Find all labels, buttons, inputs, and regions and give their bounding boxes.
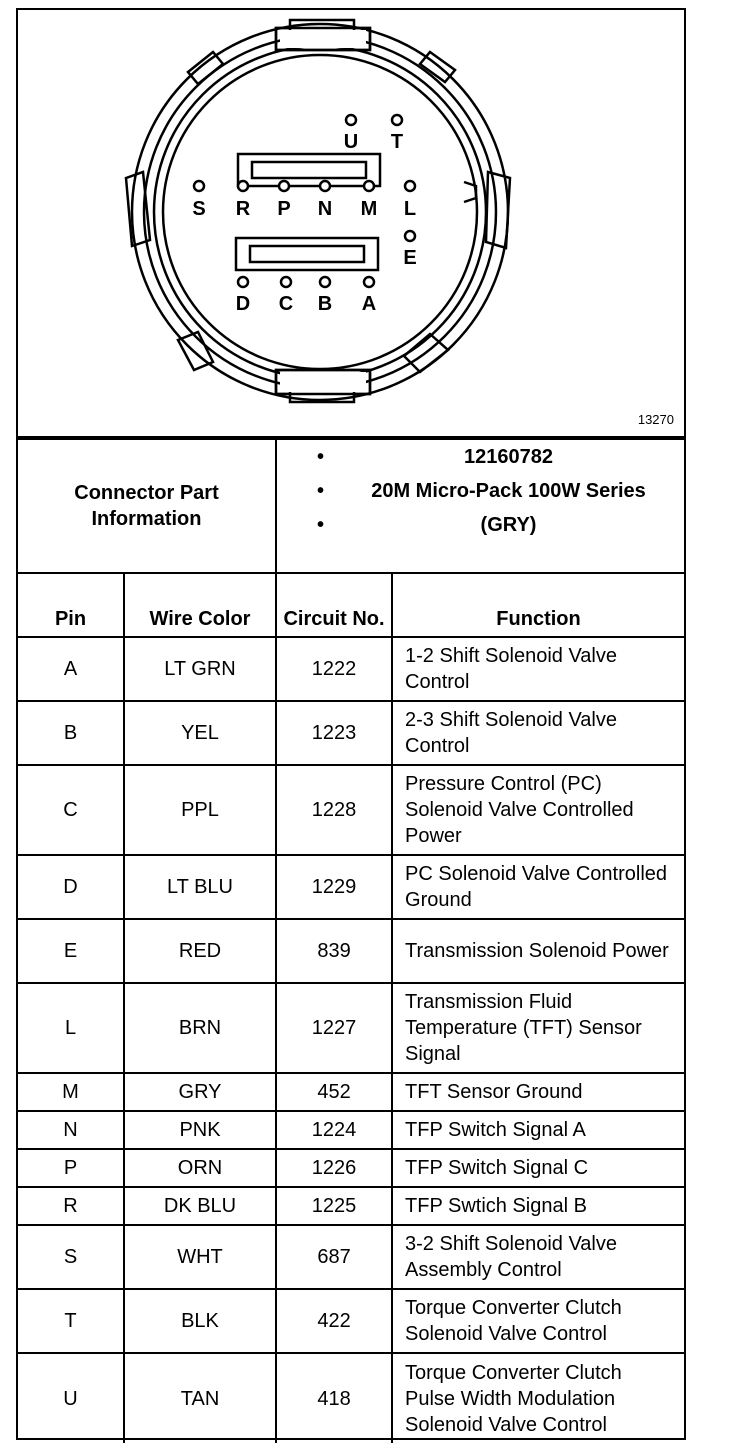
table-row [18, 855, 684, 919]
function-cell: Torque Converter Clutch Pulse Width Modulation Solenoid Valve Control [392, 1353, 684, 1443]
pin-cell: D [18, 855, 124, 919]
wire-color-cell: BRN [124, 983, 276, 1073]
circuit-cell: 1223 [276, 701, 392, 765]
wire-color-cell: ORN [124, 1149, 276, 1187]
header-pin: Pin [18, 573, 124, 637]
pin-label-P: P [277, 198, 291, 220]
table-row [18, 1353, 684, 1443]
connector-series: • 20M Micro-Pack 100W Series [317, 478, 676, 504]
pin-label-L: L [403, 198, 417, 220]
pin-label-N: N [317, 198, 333, 220]
pin-hole-N [320, 181, 330, 191]
header-row [18, 573, 684, 637]
circuit-cell: 1226 [276, 1149, 392, 1187]
wire-color-cell: PNK [124, 1111, 276, 1149]
pin-cell: N [18, 1111, 124, 1149]
pin-cell: S [18, 1225, 124, 1289]
wire-color-cell: YEL [124, 701, 276, 765]
pin-label-C: C [278, 293, 294, 315]
pin-hole-M [364, 181, 374, 191]
connector-color: • (GRY) [317, 512, 676, 538]
pin-hole-P [279, 181, 289, 191]
table-row [18, 983, 684, 1073]
wire-color-cell: GRY [124, 1073, 276, 1111]
pin-label-D: D [235, 293, 251, 315]
circuit-cell: 1222 [276, 637, 392, 701]
wire-color-cell: TAN [124, 1353, 276, 1443]
pin-label-E: E [403, 247, 417, 269]
pin-hole-T [392, 115, 402, 125]
table-row [18, 919, 684, 983]
function-cell: 2-3 Shift Solenoid Valve Control [392, 701, 684, 765]
function-cell: Torque Converter Clutch Solenoid Valve Control [392, 1289, 684, 1353]
pin-hole-E [405, 231, 415, 241]
function-cell: Transmission Solenoid Power [392, 919, 684, 983]
circuit-cell: 839 [276, 919, 392, 983]
pin-cell: M [18, 1073, 124, 1111]
pin-hole-L [405, 181, 415, 191]
circuit-cell: 422 [276, 1289, 392, 1353]
pin-cell: A [18, 637, 124, 701]
wire-color-cell: PPL [124, 765, 276, 855]
wire-color-cell: WHT [124, 1225, 276, 1289]
wire-color-cell: LT GRN [124, 637, 276, 701]
pin-label-T: T [390, 131, 404, 153]
circuit-cell: 1228 [276, 765, 392, 855]
pin-hole-B [320, 277, 330, 287]
pin-label-B: B [317, 293, 333, 315]
table-row [18, 1149, 684, 1187]
table-row [18, 1187, 684, 1225]
function-cell: TFP Switch Signal C [392, 1149, 684, 1187]
pin-hole-U [346, 115, 356, 125]
connector-info-label: Connector Part Information [18, 439, 276, 573]
function-cell: Pressure Control (PC) Solenoid Valve Controlled Power [392, 765, 684, 855]
header-wire-color: Wire Color [124, 573, 276, 637]
pin-cell: C [18, 765, 124, 855]
pin-cell: R [18, 1187, 124, 1225]
function-cell: TFP Switch Signal A [392, 1111, 684, 1149]
table-row [18, 701, 684, 765]
pin-cell: P [18, 1149, 124, 1187]
pin-hole-S [194, 181, 204, 191]
connector-diagram [18, 10, 684, 438]
pin-hole-R [238, 181, 248, 191]
pin-cell: T [18, 1289, 124, 1353]
pin-label-R: R [235, 198, 251, 220]
circuit-cell: 452 [276, 1073, 392, 1111]
circuit-cell: 687 [276, 1225, 392, 1289]
table-row [18, 637, 684, 701]
table-row [18, 1111, 684, 1149]
function-cell: Transmission Fluid Temperature (TFT) Sensor Signal [392, 983, 684, 1073]
connector-face-drawing [18, 10, 684, 436]
wire-color-cell: RED [124, 919, 276, 983]
circuit-cell: 1225 [276, 1187, 392, 1225]
pin-label-A: A [361, 293, 377, 315]
pin-label-M: M [360, 198, 378, 220]
function-cell: TFT Sensor Ground [392, 1073, 684, 1111]
pin-hole-D [238, 277, 248, 287]
header-circuit-no: Circuit No. [276, 573, 392, 637]
function-cell: PC Solenoid Valve Controlled Ground [392, 855, 684, 919]
connector-info-row [18, 439, 684, 573]
wire-color-cell: BLK [124, 1289, 276, 1353]
function-cell: 3-2 Shift Solenoid Valve Assembly Control [392, 1225, 684, 1289]
pin-cell: U [18, 1353, 124, 1443]
circuit-cell: 1227 [276, 983, 392, 1073]
table-row [18, 765, 684, 855]
connector-info-list [276, 439, 684, 573]
circuit-cell: 1229 [276, 855, 392, 919]
table-row [18, 1289, 684, 1353]
pin-hole-A [364, 277, 374, 287]
connector-sheet [16, 8, 686, 1440]
pin-label-S: S [192, 198, 206, 220]
function-cell: 1-2 Shift Solenoid Valve Control [392, 637, 684, 701]
pin-cell: B [18, 701, 124, 765]
pin-cell: E [18, 919, 124, 983]
function-cell: TFP Swtich Signal B [392, 1187, 684, 1225]
circuit-cell: 1224 [276, 1111, 392, 1149]
wire-color-cell: DK BLU [124, 1187, 276, 1225]
pinout-table [18, 438, 684, 1443]
table-row [18, 1073, 684, 1111]
pin-hole-C [281, 277, 291, 287]
pin-label-U: U [343, 131, 359, 153]
figure-number: 13270 [637, 412, 674, 427]
header-function: Function [392, 573, 684, 637]
table-row [18, 1225, 684, 1289]
pin-cell: L [18, 983, 124, 1073]
wire-color-cell: LT BLU [124, 855, 276, 919]
connector-part-number: • 12160782 [317, 444, 676, 470]
circuit-cell: 418 [276, 1353, 392, 1443]
